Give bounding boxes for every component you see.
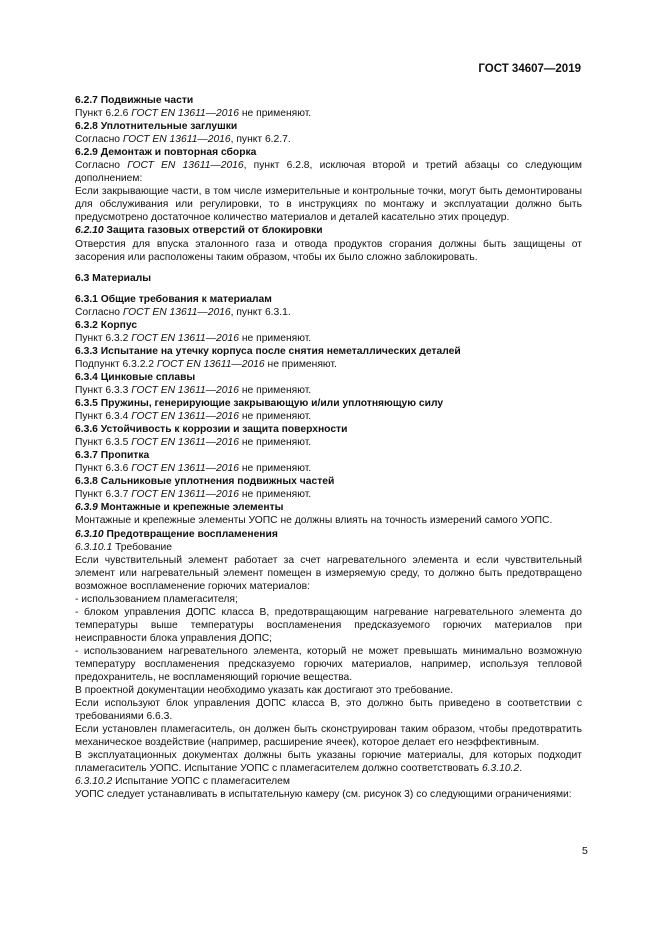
section-text: Согласно ГОСТ EN 13611—2016, пункт 6.2.8, исключая второй и третий абзацы со следующим дополнением:	[75, 160, 582, 185]
page-number: 5	[582, 845, 588, 857]
chapter-heading: 6.3 Материалы	[75, 272, 152, 284]
section-heading: 6.3.8 Сальниковые уплотнения подвижных частей	[75, 476, 335, 488]
section-heading: 6.2.8 Уплотнительные заглушки	[75, 121, 238, 133]
section-text: Отверстия для впуска эталонного газа и отвода продуктов сгорания должны быть защищены от засорения или расположены таким образом, чтобы их было сложно заблокировать.	[75, 238, 582, 263]
list-item: - использованием нагревательного элемента, который не может превышать минимально возможную температуру воспламенения предсказуемо горючих материалов, например, используя тепловой предохранитель, не воспламеняющий горючие вещества.	[75, 645, 582, 684]
section-text: Пункт 6.2.6 ГОСТ EN 13611—2016 не применяют.	[75, 108, 312, 120]
section-text: Пункт 6.3.2 ГОСТ EN 13611—2016 не применяют.	[75, 332, 312, 344]
section-heading: 6.3.2 Корпус	[75, 319, 138, 331]
section-text: Если закрывающие части, в том числе измерительные и контрольные точки, могут быть демонтированы для обслуживания или регулировки, то в инструкциях по монтажу и эксплуатации должно быть предусмотрено достаточное количество материалов и деталей касательно этих процедур.	[75, 186, 582, 224]
section-text: Согласно ГОСТ EN 13611—2016, пункт 6.3.1.	[75, 306, 291, 318]
section-text: УОПС следует устанавливать в испытательную камеру (см. рисунок 3) со следующими ограничениями:	[75, 789, 572, 801]
section-heading: 6.3.6 Устойчивость к коррозии и защита поверхности	[75, 424, 348, 436]
section-text: Пункт 6.3.4 ГОСТ EN 13611—2016 не применяют.	[75, 411, 312, 423]
section-text: Если чувствительный элемент работает за счет нагревательного элемента и если чувствительный элемент или нагревательный элемент помещен в измеряемую среду, то должно быть предотвращено возможное воспламенение горючих материалов:	[75, 554, 582, 592]
section-heading: 6.3.7 Пропитка	[75, 450, 150, 462]
section-text: В эксплуатационных документах должны быть указаны горючие материалы, для которых подходит пламегаситель УОПС. Испытание УОПС с пламегасителем должно соответствовать 6.3.10.2.	[75, 750, 582, 775]
section-text: Пункт 6.3.3 ГОСТ EN 13611—2016 не применяют.	[75, 384, 312, 396]
section-text: Пункт 6.3.6 ГОСТ EN 13611—2016 не применяют.	[75, 463, 312, 475]
section-text: Пункт 6.3.5 ГОСТ EN 13611—2016 не применяют.	[75, 437, 312, 449]
section-heading: 6.3.10 Предотвращение воспламенения	[75, 528, 278, 540]
section-heading: 6.3.4 Цинковые сплавы	[75, 371, 196, 383]
document-id: ГОСТ 34607—2019	[478, 63, 581, 75]
section-heading: 6.3.3 Испытание на утечку корпуса после снятия неметаллических деталей	[75, 345, 461, 357]
list-item: - использованием пламегасителя;	[75, 593, 238, 605]
section-heading: 6.2.10 Защита газовых отверстий от блокировки	[75, 225, 323, 237]
section-text: В проектной документации необходимо указать как достигают это требование.	[75, 685, 454, 697]
section-text: Если используют блок управления ДОПС класса B, это должно быть приведено в соответствии с требованиями 6.6.3.	[75, 698, 582, 723]
section-text: Монтажные и крепежные элементы УОПС не должны влиять на точность измерений самого УОПС.	[75, 515, 553, 527]
subsection-heading: 6.3.10.2 Испытание УОПС с пламегасителем	[75, 776, 290, 788]
subsection-heading: 6.3.10.1 Требование	[75, 541, 173, 553]
list-item: - блоком управления ДОПС класса B, предотвращающим нагревание нагревательного элемента до температуры выше температуры воспламенения предсказуемого горючих материалов при неисправности блока управления ДОПС;	[75, 606, 582, 644]
section-heading: 6.2.9 Демонтаж и повторная сборка	[75, 147, 257, 159]
section-text: Согласно ГОСТ EN 13611—2016, пункт 6.2.7.	[75, 134, 291, 146]
document-body	[75, 94, 582, 801]
section-text: Подпункт 6.3.2.2 ГОСТ EN 13611—2016 не применяют.	[75, 358, 337, 370]
section-heading: 6.3.9 Монтажные и крепежные элементы	[75, 502, 284, 514]
section-heading: 6.3.1 Общие требования к материалам	[75, 293, 272, 305]
section-heading: 6.2.7 Подвижные части	[75, 95, 194, 106]
section-text: Если установлен пламегаситель, он должен быть сконструирован таким образом, чтобы предотвратить механическое воздействие (например, расширение ячеек), которое делает его неэффективным.	[75, 724, 582, 749]
section-heading: 6.3.5 Пружины, генерирующие закрывающую и/или уплотняющую силу	[75, 398, 444, 410]
section-text: Пункт 6.3.7 ГОСТ EN 13611—2016 не применяют.	[75, 489, 312, 501]
